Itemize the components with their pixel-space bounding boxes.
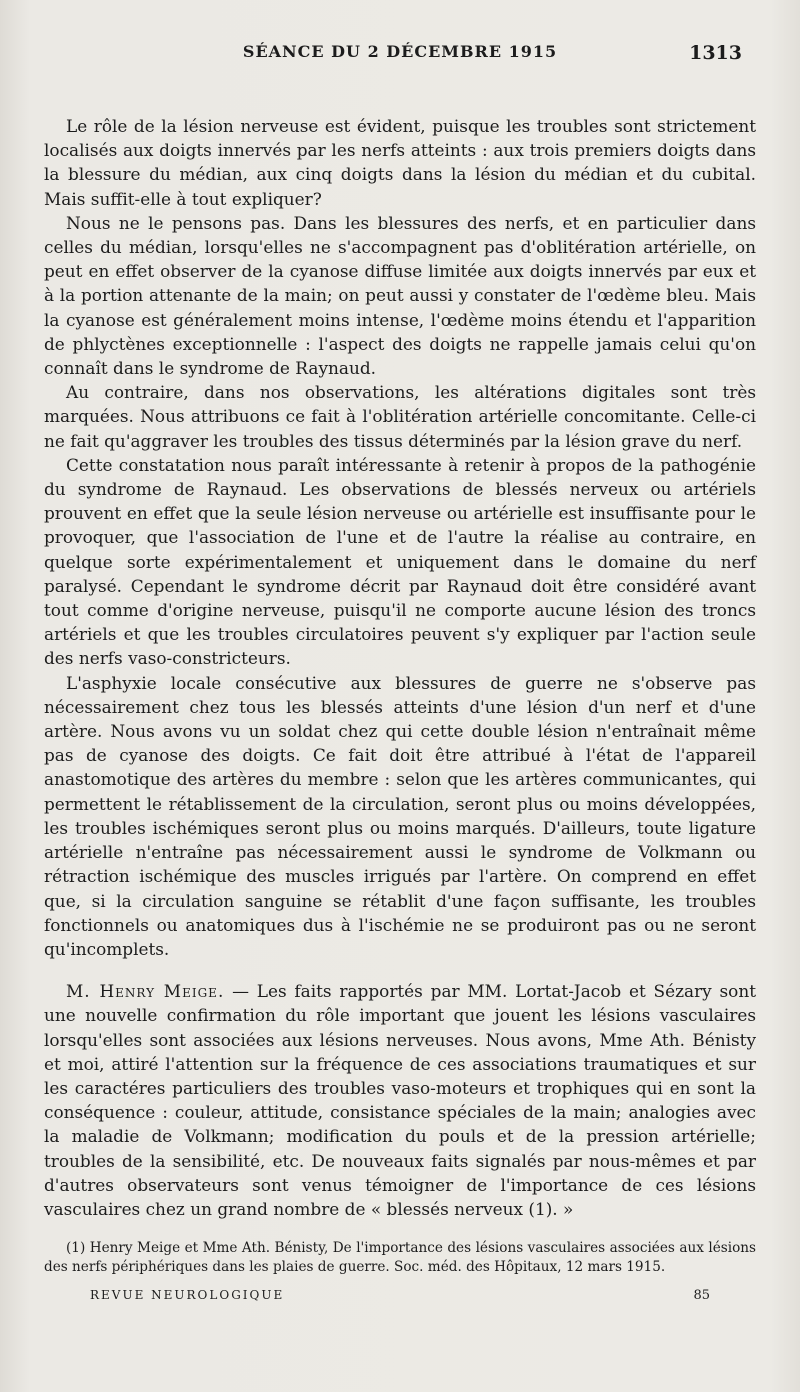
paragraph: Le rôle de la lésion nerveuse est évident, puisque les troubles sont strictement localisés aux doigts innervés par les nerfs atteints : aux trois premiers doigts dans la blessure du médian, aux cinq doigts dans la lésion du médian et du cubital. Mais suffit-elle à tout expliquer? — [44, 116, 756, 209]
intervention-text: — Les faits rapportés par MM. Lortat-Jacob et Sézary sont une nouvelle confirmation du rôle important que jouent les lésions vasculaires lorsqu'elles sont associées aux lésions nerveuses. Nous avons, Mme Ath. Bénisty et moi, attiré l'attention sur la fréquence de ces associations traumatiques et sur les caractéres particuliers des troubles vaso-moteurs et trophiques qui en sont la conséquence : couleur, attitude, consistance spéciales de la main; analogies avec la maladie de Volkmann; modification du pouls et de la pression artérielle; troubles de la sensibilité, etc. De nouveaux faits signalés par nous-mêmes et par d'autres observateurs sont venus témoigner de l'importance de ces lésions vasculaires chez un grand nombre de « blessés nerveux (1). » — [44, 981, 756, 1219]
sheet-number: 85 — [693, 1288, 710, 1304]
paragraph: Nous ne le pensons pas. Dans les blessures des nerfs, et en particulier dans celles du médian, lorsqu'elles ne s'accompagnent pas d'oblitération artérielle, on peut en effet observer de la cyanose diffuse limitée aux doigts innervés par eux et à la portion attenante de la main; on peut aussi y constater de l'œdème bleu. Mais la cyanose est généralement moins intense, l'œdème moins étendu et l'apparition de phlyctènes exceptionnelle : l'aspect des doigts ne rappelle jamais celui qu'on connaît dans le syndrome de Raynaud. — [44, 212, 756, 379]
body-text — [44, 114, 756, 1221]
running-title: SÉANCE DU 2 DÉCEMBRE 1915 — [242, 42, 558, 61]
intervention-paragraph — [44, 979, 756, 1221]
paragraph: Cette constatation nous paraît intéressante à retenir à propos de la pathogénie du syndrome de Raynaud. Les observations de blessés nerveux ou artériels prouvent en effet que la seule lésion nerveuse ou artérielle est insuffisante pour le provoquer, que l'association de l'une et de l'autre la réalise au contraire, en quelque sorte expérimentalement et uniquement dans le domaine du nerf paralysé. Cependant le syndrome décrit par Raynaud doit être considéré avant tout comme d'origine nerveuse, puisqu'il ne comporte aucune lésion des troncs artériels et que les troubles circulatoires peuvent s'y expliquer par l'action seule des nerfs vaso-constricteurs. — [44, 454, 756, 669]
paragraph: L'asphyxie locale consécutive aux blessures de guerre ne s'observe pas nécessairement chez tous les blessés atteints d'une lésion d'un nerf et d'une artère. Nous avons vu un soldat chez qui cette double lésion n'entraînait même pas de cyanose des doigts. Ce fait doit être attribué à l'état de l'appareil anastomotique des artères du membre : selon que les artères communicantes, qui permettent le rétablissement de la circulation, seront plus ou moins développées, les troubles ischémiques seront plus ou moins marqués. D'ailleurs, toute ligature artérielle n'entraîne pas nécessairement aussi le syndrome de Volkmann ou rétraction ischémique des muscles irrigués par l'artère. On comprend en effet que, si la circulation sanguine se rétablit d'une façon suffisante, les troubles fonctionnels ou anatomiques dus à l'ischémie ne se produiront pas ou ne seront qu'incomplets. — [44, 672, 756, 959]
running-head — [44, 42, 756, 76]
page-footer — [44, 1288, 756, 1318]
footnote: (1) Henry Meige et Mme Ath. Bénisty, De l'importance des lésions vasculaires associées aux lésions des nerfs périphériques dans les plaies de guerre. Soc. méd. des Hôpitaux, 12 mars 1915. — [44, 1240, 756, 1275]
journal-name: REVUE NEUROLOGIQUE — [90, 1288, 285, 1303]
paragraph: Au contraire, dans nos observations, les altérations digitales sont très marquées. Nous attribuons ce fait à l'oblitération artérielle concomitante. Celle-ci ne fait qu'aggraver les troubles des tissus déterminés par la lésion grave du nerf. — [44, 382, 756, 451]
page-number: 1313 — [689, 42, 742, 64]
speaker-name: M. Henry Meige. — [66, 981, 225, 1002]
